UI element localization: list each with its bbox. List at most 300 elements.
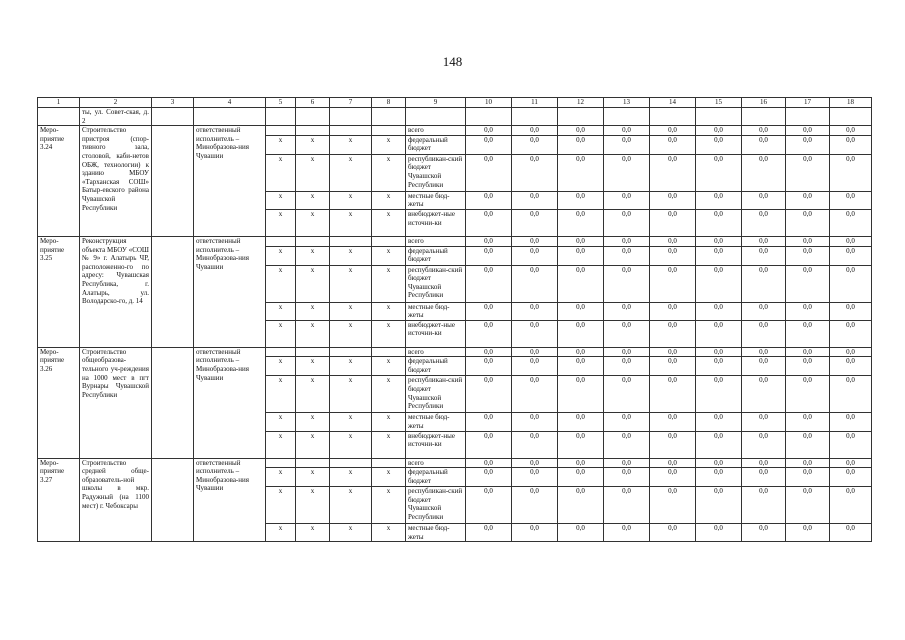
empty-cell [266,347,296,357]
x-mark: x [266,376,296,413]
amount-cell: 0,0 [742,376,786,413]
empty-cell [650,108,696,126]
x-mark: x [266,209,296,236]
empty-cell [152,347,194,458]
x-mark: x [296,154,330,191]
amount-cell: 0,0 [558,236,604,246]
column-number: 14 [650,98,696,108]
activity-name: Строительство средней обще-образователь-ной школы в мкр. Радужный (на 1100 мест) г. Чебоксары [80,458,152,542]
x-mark: x [330,524,372,542]
funding-source: республикан-ский бюджет Чувашской Республики [406,487,466,524]
amount-cell: 0,0 [786,209,830,236]
amount-cell: 0,0 [512,487,558,524]
responsible-executor: ответственный исполнитель – Минобразова-ния Чувашии [194,126,266,237]
amount-cell: 0,0 [512,154,558,191]
funding-source: внебюджет-ные источни-ки [406,209,466,236]
amount-cell: 0,0 [604,302,650,320]
amount-cell: 0,0 [604,468,650,487]
x-mark: x [266,246,296,265]
amount-cell: 0,0 [650,487,696,524]
funding-source: федеральный бюджет [406,468,466,487]
amount-cell: 0,0 [786,191,830,209]
empty-cell [330,458,372,468]
amount-cell: 0,0 [558,413,604,431]
funding-source: внебюджет-ные источни-ки [406,431,466,458]
amount-cell: 0,0 [696,357,742,376]
amount-cell: 0,0 [512,320,558,347]
amount-cell: 0,0 [830,246,872,265]
activity-name: Строительство общеобразова-тельного уч-реждения на 1000 мест в пгт Вурнары Чувашской Республики [80,347,152,458]
amount-cell: 0,0 [696,135,742,154]
amount-cell: 0,0 [604,246,650,265]
amount-cell: 0,0 [786,357,830,376]
x-mark: x [372,154,406,191]
amount-cell: 0,0 [604,458,650,468]
amount-cell: 0,0 [512,236,558,246]
amount-cell: 0,0 [466,357,512,376]
amount-cell: 0,0 [558,265,604,302]
amount-cell: 0,0 [604,135,650,154]
amount-cell: 0,0 [466,126,512,136]
amount-cell: 0,0 [466,135,512,154]
amount-cell: 0,0 [604,320,650,347]
x-mark: x [266,357,296,376]
empty-cell [372,236,406,246]
amount-cell: 0,0 [696,236,742,246]
amount-cell: 0,0 [830,126,872,136]
column-number: 16 [742,98,786,108]
amount-cell: 0,0 [558,357,604,376]
amount-cell: 0,0 [466,236,512,246]
x-mark: x [372,135,406,154]
activity-label: Меро-приятие 3.27 [38,458,80,542]
x-mark: x [296,209,330,236]
amount-cell: 0,0 [604,236,650,246]
amount-cell: 0,0 [830,347,872,357]
amount-cell: 0,0 [830,376,872,413]
responsible-executor: ответственный исполнитель – Минобразова-ния Чувашии [194,236,266,347]
amount-cell: 0,0 [786,347,830,357]
amount-cell: 0,0 [696,347,742,357]
amount-cell: 0,0 [650,357,696,376]
amount-cell: 0,0 [650,246,696,265]
amount-cell: 0,0 [830,458,872,468]
amount-cell: 0,0 [512,468,558,487]
amount-cell: 0,0 [558,209,604,236]
amount-cell: 0,0 [512,347,558,357]
amount-cell: 0,0 [604,347,650,357]
amount-cell: 0,0 [696,126,742,136]
amount-cell: 0,0 [786,246,830,265]
x-mark: x [266,468,296,487]
program-activities-table [37,97,872,542]
amount-cell: 0,0 [558,376,604,413]
x-mark: x [372,209,406,236]
funding-source: республикан-ский бюджет Чувашской Республики [406,376,466,413]
amount-cell: 0,0 [466,413,512,431]
empty-cell [466,108,512,126]
empty-cell [152,236,194,347]
amount-cell: 0,0 [786,468,830,487]
continuation-row [38,108,872,126]
amount-cell: 0,0 [558,191,604,209]
empty-cell [512,108,558,126]
x-mark: x [330,135,372,154]
empty-cell [830,108,872,126]
funding-source: всего [406,347,466,357]
amount-cell: 0,0 [512,126,558,136]
page-number: 148 [442,54,463,69]
amount-cell: 0,0 [696,468,742,487]
activity-label [38,108,80,126]
funding-source: федеральный бюджет [406,135,466,154]
amount-cell: 0,0 [650,320,696,347]
x-mark: x [372,376,406,413]
amount-cell: 0,0 [742,347,786,357]
amount-cell: 0,0 [466,191,512,209]
funding-source: местные бюд-жеты [406,413,466,431]
amount-cell: 0,0 [742,135,786,154]
amount-cell: 0,0 [650,135,696,154]
funding-source: местные бюд-жеты [406,191,466,209]
empty-cell [266,126,296,136]
amount-cell: 0,0 [786,376,830,413]
funding-row [38,126,872,136]
x-mark: x [296,265,330,302]
column-number: 5 [266,98,296,108]
amount-cell: 0,0 [558,347,604,357]
amount-cell: 0,0 [466,524,512,542]
activity-name: ты, ул. Совет-ская, д. 2 [80,108,152,126]
amount-cell: 0,0 [830,236,872,246]
amount-cell: 0,0 [650,154,696,191]
x-mark: x [372,487,406,524]
empty-cell [266,236,296,246]
x-mark: x [296,191,330,209]
amount-cell: 0,0 [650,347,696,357]
amount-cell: 0,0 [650,191,696,209]
empty-cell [152,126,194,237]
amount-cell: 0,0 [650,413,696,431]
funding-source: всего [406,126,466,136]
x-mark: x [266,265,296,302]
amount-cell: 0,0 [786,302,830,320]
amount-cell: 0,0 [742,357,786,376]
empty-cell [266,108,296,126]
activity-name: Реконструкция объекта МБОУ «СОШ № 9» г. Алатырь ЧР, расположенно-го по адресу: Чувашская Республика, г. Алатырь, ул. Володарско-го, д. 14 [80,236,152,347]
x-mark: x [296,413,330,431]
amount-cell: 0,0 [558,458,604,468]
x-mark: x [330,246,372,265]
x-mark: x [296,524,330,542]
column-number: 8 [372,98,406,108]
empty-cell [266,458,296,468]
x-mark: x [296,376,330,413]
amount-cell: 0,0 [604,376,650,413]
x-mark: x [296,320,330,347]
amount-cell: 0,0 [830,487,872,524]
empty-cell [152,108,194,126]
empty-cell [296,108,330,126]
empty-cell [330,236,372,246]
amount-cell: 0,0 [512,357,558,376]
amount-cell: 0,0 [696,302,742,320]
amount-cell: 0,0 [650,376,696,413]
empty-cell [742,108,786,126]
amount-cell: 0,0 [830,431,872,458]
x-mark: x [266,302,296,320]
amount-cell: 0,0 [466,458,512,468]
amount-cell: 0,0 [512,376,558,413]
amount-cell: 0,0 [512,458,558,468]
amount-cell: 0,0 [830,468,872,487]
x-mark: x [296,302,330,320]
x-mark: x [266,191,296,209]
column-number: 10 [466,98,512,108]
x-mark: x [330,357,372,376]
x-mark: x [266,524,296,542]
column-number: 12 [558,98,604,108]
amount-cell: 0,0 [604,524,650,542]
amount-cell: 0,0 [786,458,830,468]
amount-cell: 0,0 [650,209,696,236]
amount-cell: 0,0 [604,126,650,136]
empty-cell [152,458,194,542]
x-mark: x [372,246,406,265]
amount-cell: 0,0 [696,487,742,524]
amount-cell: 0,0 [830,209,872,236]
column-number: 18 [830,98,872,108]
x-mark: x [330,320,372,347]
amount-cell: 0,0 [696,376,742,413]
amount-cell: 0,0 [830,413,872,431]
x-mark: x [330,413,372,431]
amount-cell: 0,0 [512,135,558,154]
amount-cell: 0,0 [466,347,512,357]
funding-row [38,347,872,357]
empty-cell [406,108,466,126]
responsible-executor: ответственный исполнитель – Минобразова-ния Чувашии [194,458,266,542]
amount-cell: 0,0 [466,376,512,413]
amount-cell: 0,0 [604,209,650,236]
funding-row [38,458,872,468]
funding-source: республикан-ский бюджет Чувашской Республики [406,265,466,302]
amount-cell: 0,0 [604,413,650,431]
x-mark: x [372,357,406,376]
amount-cell: 0,0 [742,265,786,302]
amount-cell: 0,0 [786,413,830,431]
amount-cell: 0,0 [696,191,742,209]
amount-cell: 0,0 [696,246,742,265]
amount-cell: 0,0 [696,524,742,542]
activity-name: Строительство пристроя (спор-тивного зала, столовой, каби-нетов ОБЖ, технологии) к зданию МБОУ «Тарханская СОШ» Батыр-евского района Чувашской Республики [80,126,152,237]
x-mark: x [266,431,296,458]
empty-cell [604,108,650,126]
x-mark: x [330,265,372,302]
amount-cell: 0,0 [650,468,696,487]
amount-cell: 0,0 [512,302,558,320]
amount-cell: 0,0 [830,320,872,347]
header-row [38,98,872,108]
empty-cell [296,236,330,246]
amount-cell: 0,0 [604,431,650,458]
amount-cell: 0,0 [466,246,512,265]
amount-cell: 0,0 [558,154,604,191]
x-mark: x [330,209,372,236]
x-mark: x [372,302,406,320]
amount-cell: 0,0 [742,431,786,458]
amount-cell: 0,0 [512,191,558,209]
funding-source: федеральный бюджет [406,357,466,376]
amount-cell: 0,0 [742,320,786,347]
amount-cell: 0,0 [512,209,558,236]
x-mark: x [372,431,406,458]
x-mark: x [296,431,330,458]
column-number: 7 [330,98,372,108]
amount-cell: 0,0 [558,320,604,347]
empty-cell [558,108,604,126]
amount-cell: 0,0 [512,431,558,458]
x-mark: x [372,265,406,302]
empty-cell [372,126,406,136]
amount-cell: 0,0 [650,302,696,320]
amount-cell: 0,0 [696,320,742,347]
column-number: 15 [696,98,742,108]
amount-cell: 0,0 [558,487,604,524]
amount-cell: 0,0 [742,236,786,246]
amount-cell: 0,0 [558,431,604,458]
x-mark: x [266,320,296,347]
x-mark: x [372,413,406,431]
amount-cell: 0,0 [650,431,696,458]
activity-label: Меро-приятие 3.26 [38,347,80,458]
amount-cell: 0,0 [650,126,696,136]
x-mark: x [330,487,372,524]
x-mark: x [372,468,406,487]
empty-cell [372,347,406,357]
amount-cell: 0,0 [650,524,696,542]
amount-cell: 0,0 [742,468,786,487]
x-mark: x [330,468,372,487]
amount-cell: 0,0 [830,135,872,154]
empty-cell [296,347,330,357]
amount-cell: 0,0 [786,135,830,154]
x-mark: x [330,302,372,320]
x-mark: x [372,320,406,347]
amount-cell: 0,0 [786,320,830,347]
amount-cell: 0,0 [786,126,830,136]
funding-source: всего [406,236,466,246]
amount-cell: 0,0 [604,191,650,209]
empty-cell [372,458,406,468]
x-mark: x [330,431,372,458]
amount-cell: 0,0 [558,135,604,154]
amount-cell: 0,0 [650,458,696,468]
amount-cell: 0,0 [512,265,558,302]
amount-cell: 0,0 [604,154,650,191]
amount-cell: 0,0 [650,236,696,246]
funding-source: республикан-ский бюджет Чувашской Республики [406,154,466,191]
amount-cell: 0,0 [786,487,830,524]
amount-cell: 0,0 [742,487,786,524]
amount-cell: 0,0 [558,468,604,487]
x-mark: x [266,487,296,524]
amount-cell: 0,0 [742,126,786,136]
x-mark: x [296,487,330,524]
empty-cell [296,126,330,136]
activity-label: Меро-приятие 3.25 [38,236,80,347]
amount-cell: 0,0 [466,431,512,458]
amount-cell: 0,0 [742,246,786,265]
amount-cell: 0,0 [742,209,786,236]
column-number: 2 [80,98,152,108]
column-number: 17 [786,98,830,108]
x-mark: x [330,154,372,191]
funding-row [38,236,872,246]
funding-source: местные бюд-жеты [406,524,466,542]
funding-source: внебюджет-ные источни-ки [406,320,466,347]
amount-cell: 0,0 [696,431,742,458]
amount-cell: 0,0 [786,154,830,191]
x-mark: x [296,135,330,154]
x-mark: x [372,191,406,209]
amount-cell: 0,0 [558,246,604,265]
amount-cell: 0,0 [696,458,742,468]
amount-cell: 0,0 [558,302,604,320]
x-mark: x [266,413,296,431]
amount-cell: 0,0 [558,126,604,136]
amount-cell: 0,0 [742,154,786,191]
funding-source: всего [406,458,466,468]
amount-cell: 0,0 [512,524,558,542]
amount-cell: 0,0 [604,487,650,524]
amount-cell: 0,0 [466,154,512,191]
empty-cell [330,126,372,136]
amount-cell: 0,0 [830,357,872,376]
amount-cell: 0,0 [466,209,512,236]
x-mark: x [266,135,296,154]
column-number: 13 [604,98,650,108]
empty-cell [296,458,330,468]
column-number: 6 [296,98,330,108]
x-mark: x [296,357,330,376]
responsible-executor: ответственный исполнитель – Минобразова-ния Чувашии [194,347,266,458]
x-mark: x [330,376,372,413]
amount-cell: 0,0 [466,320,512,347]
amount-cell: 0,0 [830,524,872,542]
x-mark: x [330,191,372,209]
empty-cell [696,108,742,126]
amount-cell: 0,0 [696,265,742,302]
amount-cell: 0,0 [650,265,696,302]
empty-cell [330,347,372,357]
amount-cell: 0,0 [696,209,742,236]
amount-cell: 0,0 [512,413,558,431]
amount-cell: 0,0 [604,357,650,376]
amount-cell: 0,0 [558,524,604,542]
amount-cell: 0,0 [466,265,512,302]
column-number: 9 [406,98,466,108]
column-number: 11 [512,98,558,108]
amount-cell: 0,0 [742,302,786,320]
funding-source: федеральный бюджет [406,246,466,265]
amount-cell: 0,0 [742,191,786,209]
column-number: 4 [194,98,266,108]
funding-source: местные бюд-жеты [406,302,466,320]
amount-cell: 0,0 [786,236,830,246]
x-mark: x [372,524,406,542]
amount-cell: 0,0 [696,413,742,431]
